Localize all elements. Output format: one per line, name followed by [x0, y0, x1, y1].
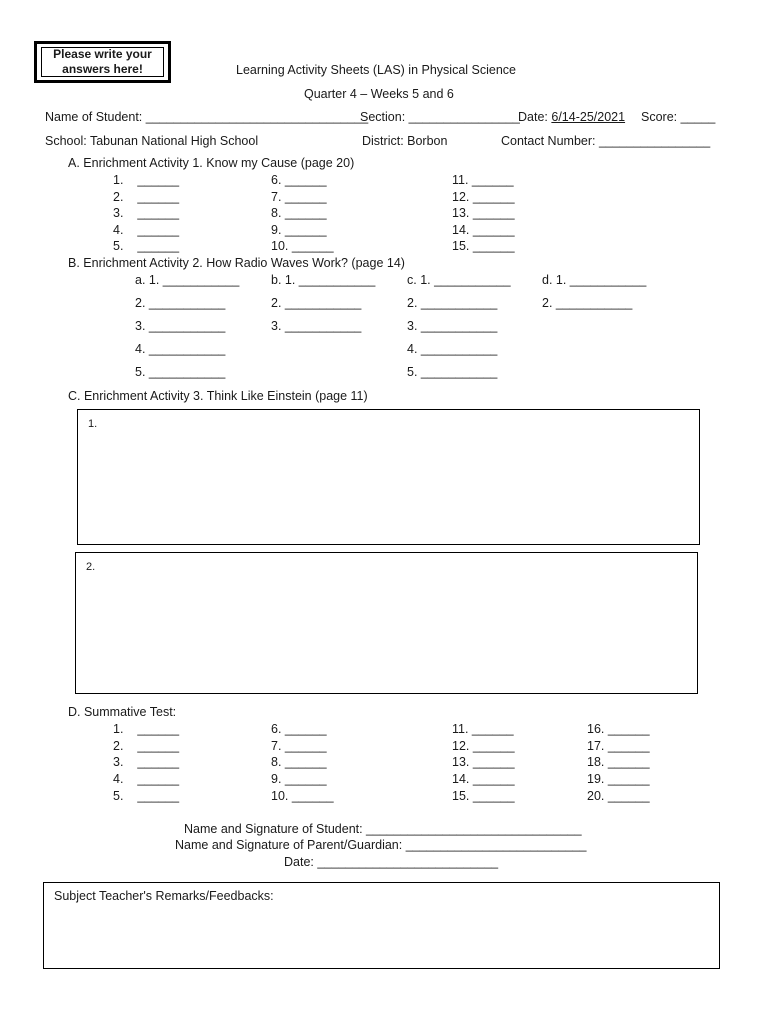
date-label: Date:: [518, 110, 548, 124]
section-b-heading: B. Enrichment Activity 2. How Radio Waves Work? (page 14): [68, 256, 405, 270]
answer-box-2[interactable]: [75, 552, 698, 694]
answer-box-2-label: 2.: [86, 561, 96, 573]
answer-blank[interactable]: b. 1. ___________: [271, 273, 376, 287]
section-c-heading: C. Enrichment Activity 3. Think Like Einstein (page 11): [68, 389, 368, 403]
section-d-heading: D. Summative Test:: [68, 705, 177, 719]
answer-blank[interactable]: 7. ______: [271, 189, 327, 204]
answer-blank[interactable]: 4. ______: [113, 222, 180, 237]
answer-blank[interactable]: 5. ___________: [135, 365, 226, 379]
answer-blank[interactable]: 3. ______: [113, 206, 180, 220]
answer-blank[interactable]: 2. ______: [113, 738, 180, 753]
answer-blank[interactable]: 11. ______: [452, 722, 514, 736]
answer-blank[interactable]: 5. ___________: [407, 365, 498, 379]
answer-blank[interactable]: 12. ______: [452, 738, 515, 753]
district-name: District: Borbon: [362, 134, 448, 148]
answer-blank[interactable]: d. 1. ___________: [542, 273, 647, 287]
answer-blank[interactable]: 2. ______: [113, 189, 180, 204]
score-field[interactable]: Score: _____: [641, 110, 716, 124]
document-subtitle: Quarter 4 – Weeks 5 and 6: [304, 87, 454, 101]
answer-blank[interactable]: 10. ______: [271, 788, 334, 803]
answer-blank[interactable]: 14. ______: [452, 222, 515, 237]
answer-blank[interactable]: 14. ______: [452, 772, 515, 787]
answer-blank[interactable]: 5. ______: [113, 788, 180, 803]
answer-blank[interactable]: 7. ______: [271, 738, 327, 753]
answer-blank[interactable]: 8. ______: [271, 755, 327, 770]
answer-blank[interactable]: 8. ______: [271, 206, 327, 220]
answer-blank[interactable]: c. 1. ___________: [407, 273, 511, 287]
answer-blank[interactable]: a. 1. ___________: [135, 273, 240, 287]
section-field[interactable]: Section: ________________: [360, 110, 520, 124]
answer-blank[interactable]: 2. ___________: [271, 296, 362, 310]
answer-blank[interactable]: 4. ___________: [135, 342, 226, 356]
answer-blank[interactable]: 1. ______: [113, 173, 180, 187]
date-value: 6/14-25/2021: [551, 110, 626, 124]
answer-blank[interactable]: 9. ______: [271, 222, 327, 237]
student-signature-field[interactable]: Name and Signature of Student: _______________________________: [184, 822, 582, 836]
answer-blank[interactable]: 2. ___________: [135, 296, 226, 310]
answer-box-1-label: 1.: [88, 418, 98, 430]
answer-blank[interactable]: 2. ___________: [542, 296, 633, 310]
answer-callout-inner: [41, 47, 164, 77]
answer-blank[interactable]: 17. ______: [587, 738, 650, 753]
answer-blank[interactable]: 4. ___________: [407, 342, 498, 356]
parent-signature-field[interactable]: Name and Signature of Parent/Guardian: __________________________: [175, 838, 587, 852]
answer-blank[interactable]: 20. ______: [587, 788, 650, 803]
date-field[interactable]: [518, 110, 625, 124]
answer-blank[interactable]: 13. ______: [452, 755, 515, 770]
answer-blank[interactable]: 6. ______: [271, 173, 327, 187]
answer-blank[interactable]: 11. ______: [452, 173, 514, 187]
answer-blank[interactable]: 2. ___________: [407, 296, 498, 310]
answer-blank[interactable]: 3. ___________: [407, 319, 498, 333]
document-title: Learning Activity Sheets (LAS) in Physical Science: [236, 63, 516, 77]
signature-date-field[interactable]: Date: __________________________: [284, 855, 499, 869]
answer-blank[interactable]: 16. ______: [587, 722, 650, 736]
student-name-field[interactable]: Name of Student: ________________________________: [45, 110, 369, 124]
answer-blank[interactable]: 15. ______: [452, 788, 515, 803]
answer-blank[interactable]: 4. ______: [113, 772, 180, 787]
teacher-remarks-box[interactable]: [43, 882, 720, 969]
answer-blank[interactable]: 3. ___________: [135, 319, 226, 333]
school-name: School: Tabunan National High School: [45, 134, 259, 148]
answer-blank[interactable]: 19. ______: [587, 772, 650, 787]
answer-callout-box: [34, 41, 171, 83]
answer-blank[interactable]: 13. ______: [452, 206, 515, 220]
answer-blank[interactable]: 10. ______: [271, 239, 334, 253]
answer-box-1[interactable]: [77, 409, 700, 545]
answer-blank[interactable]: 5. ______: [113, 239, 180, 253]
answer-blank[interactable]: 12. ______: [452, 189, 515, 204]
contact-number-field[interactable]: Contact Number: ________________: [501, 134, 711, 148]
answer-blank[interactable]: 6. ______: [271, 722, 327, 736]
answer-blank[interactable]: 3. ___________: [271, 319, 362, 333]
answer-blank[interactable]: 15. ______: [452, 239, 515, 253]
answer-blank[interactable]: 9. ______: [271, 772, 327, 787]
answer-blank[interactable]: 3. ______: [113, 755, 180, 770]
section-a-heading: A. Enrichment Activity 1. Know my Cause (page 20): [68, 156, 355, 170]
answer-blank[interactable]: 18. ______: [587, 755, 650, 770]
callout-line-1: Please write your: [53, 47, 152, 61]
callout-line-2: answers here!: [62, 62, 143, 76]
teacher-remarks-label: Subject Teacher's Remarks/Feedbacks:: [54, 889, 274, 903]
answer-blank[interactable]: 1. ______: [113, 722, 180, 736]
